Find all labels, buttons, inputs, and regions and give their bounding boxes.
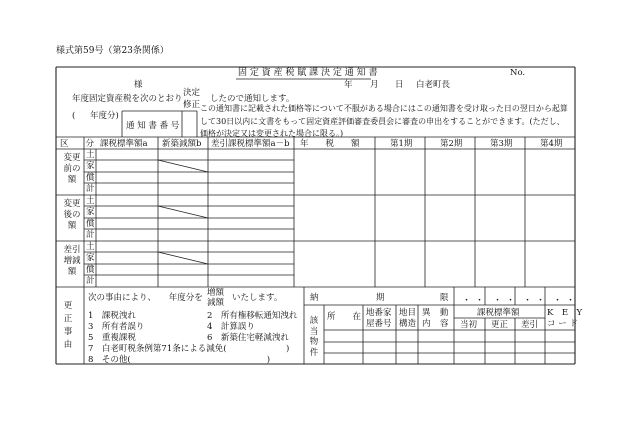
reasons-gengaku: 減額: [207, 298, 225, 308]
header-period-3: 第3期: [490, 139, 513, 149]
group-label-before: 変更前の額: [63, 153, 81, 185]
header-period-2: 第2期: [440, 139, 463, 149]
property-chimoku-2: 構造: [399, 319, 417, 329]
header-period-1: 第1期: [390, 139, 413, 149]
row-label-total: 計: [86, 184, 95, 194]
intro-line1: 年度固定資産税を次のとおり: [72, 94, 183, 104]
property-sahiki: 差引: [521, 320, 539, 330]
nendo-close: 年度分): [90, 111, 119, 121]
payment-nou: 納: [310, 293, 319, 303]
row-label-total: 計: [86, 230, 95, 240]
row-label-land: 土: [86, 196, 95, 206]
row-label-depreciable: 償: [86, 219, 95, 229]
row-label-total: 計: [86, 276, 95, 286]
form-title: 固 定 資 産 税 賦 課 決 定 通 知 書: [238, 68, 378, 78]
nendo-open: (: [72, 111, 76, 121]
number-label: No.: [510, 68, 526, 78]
appeal-text: この通知書に記載された価格等について不服がある場合にはこの通知書を受け取った日の翌日から起算して30日以内に文書をもって固定資産評価審査委員会に審査の申出をすることができます。(ただし、価格が決定又は変更された場合に限る。): [200, 104, 568, 138]
property-chiban-2: 屋番号: [366, 319, 392, 329]
row-label-house: 家: [86, 161, 95, 171]
header-tax-amount: 年 税 額: [300, 139, 360, 149]
reason-item: 2 所有権移転通知洩れ: [207, 311, 298, 321]
row-label-house: 家: [86, 253, 95, 263]
row-label-depreciable: 償: [86, 265, 95, 275]
reason-item: 4 計算誤り: [207, 322, 255, 332]
reason-item: 5 重複課税: [88, 333, 136, 343]
date-year: 年: [344, 80, 353, 90]
row-label-depreciable: 償: [86, 173, 95, 183]
property-do-1: 動: [440, 308, 449, 318]
payment-dots: ・・: [553, 296, 580, 306]
property-side-label: 該当物件: [309, 316, 319, 358]
payment-dots: ・・: [493, 296, 520, 306]
property-do-2: 容: [440, 319, 449, 329]
property-chiban-1: 地番家: [366, 308, 392, 318]
intro-tail: したので通知します。: [210, 94, 295, 104]
header-kubun: 区 分: [60, 139, 95, 149]
reasons-zougaku: 増額: [207, 288, 225, 298]
payment-dots: ・・: [462, 296, 489, 306]
property-shozai: 所 在: [327, 312, 362, 322]
reason-item: 7 白老町税条例第71条による減免( ): [88, 344, 290, 354]
header-reduction: 新築減額b: [162, 139, 202, 149]
payment-gen: 限: [440, 293, 449, 303]
row-label-land: 土: [86, 242, 95, 252]
group-label-diff: 差引増減額: [63, 245, 81, 277]
reasons-header-line: 次の事由により、 年度分を: [88, 293, 203, 303]
property-chimoku-1: 地目: [399, 308, 417, 318]
recipient-suffix: 様: [134, 80, 143, 90]
row-label-land: 土: [86, 150, 95, 160]
notice-number-label: 通 知 書 番 号: [126, 121, 180, 131]
reason-item: 3 所有者誤り: [88, 322, 145, 332]
header-period-4: 第4期: [540, 139, 563, 149]
issuer: 白老町長: [416, 80, 451, 90]
reasons-side-label: 更正事由: [63, 301, 73, 350]
property-code: コ ー ド: [547, 319, 578, 329]
intro-shusei: 修正: [183, 100, 201, 110]
date-day: 日: [395, 80, 404, 90]
header-base: 課税標準額a: [100, 139, 148, 149]
property-kousei: 更正: [491, 320, 509, 330]
payment-ki: 期: [376, 293, 385, 303]
form-id: 様式第59号（第23条関係）: [56, 46, 169, 56]
property-toushoku: 当初: [460, 320, 478, 330]
reason-item: 6 新築住宅軽減洩れ: [207, 333, 289, 343]
reason-item: 8 その他( ): [88, 355, 271, 365]
date-month: 月: [370, 80, 379, 90]
property-ido-2: 内: [422, 319, 431, 329]
intro-kettei: 決定: [183, 88, 201, 98]
property-kazei: 課税標準額: [477, 308, 520, 318]
payment-dots: ・・: [523, 296, 550, 306]
property-key: K E Y: [547, 308, 583, 318]
header-net: 差引課税標準額a－b: [211, 139, 290, 149]
property-ido-1: 異: [422, 308, 431, 318]
group-label-after: 変更後の額: [63, 199, 81, 231]
reasons-header-tail: いたします。: [232, 293, 283, 303]
reason-item: 1 課税洩れ: [88, 311, 136, 321]
row-label-house: 家: [86, 207, 95, 217]
